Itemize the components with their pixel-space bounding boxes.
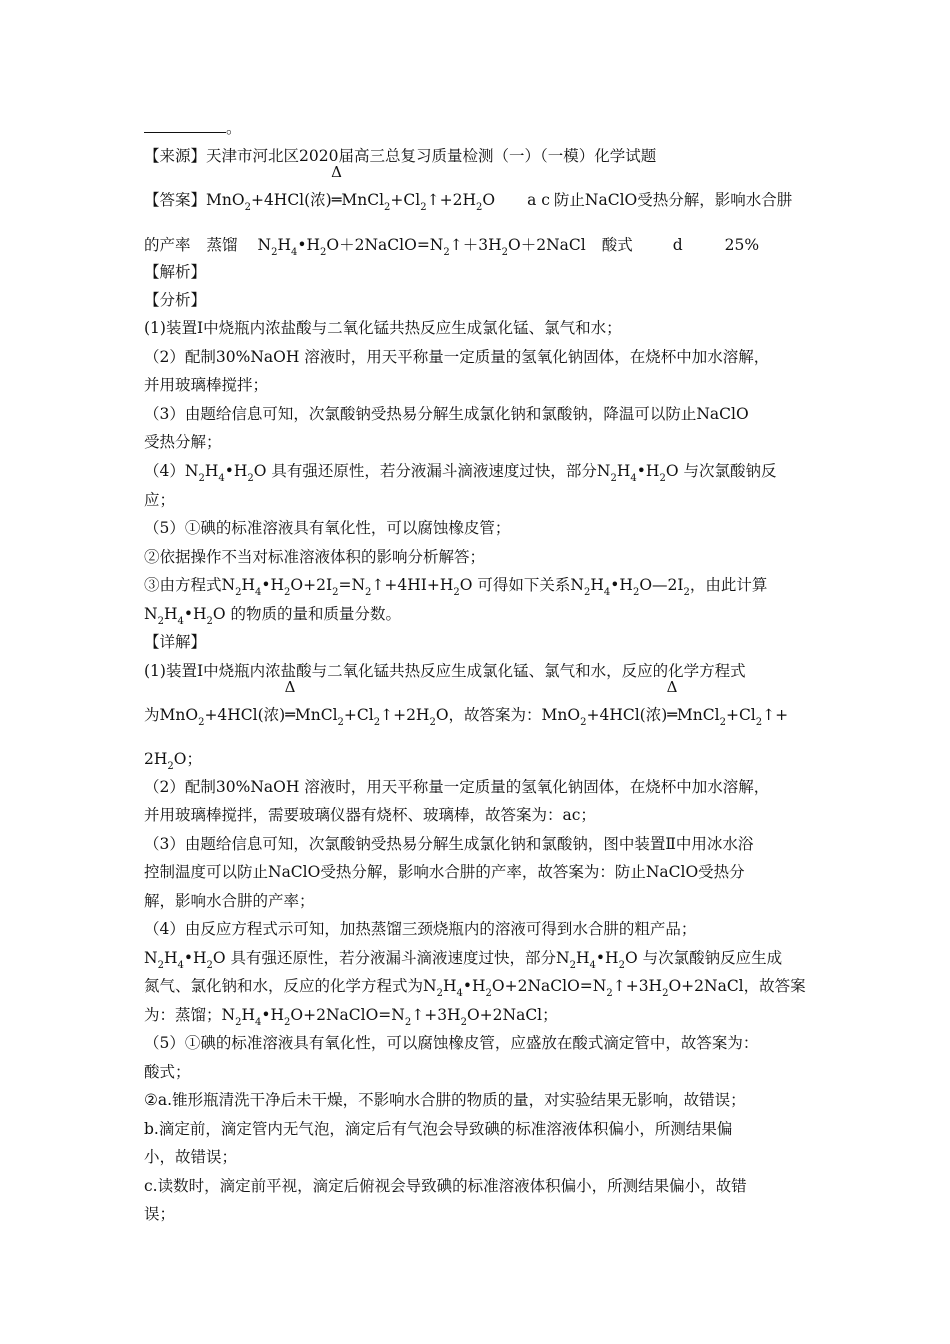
subscript: 2 [485, 988, 492, 999]
subscript: 2 [198, 717, 205, 728]
detail-line: (1)装置Ⅰ中烧瓶内浓盐酸与二氧化锰共热反应生成氯化锰、氯气和水，反应的化学方程式 [144, 662, 746, 680]
subscript: 2 [365, 587, 372, 598]
detail-line: 解，影响水合肼的产率； [144, 892, 315, 910]
text: 具有强还原性，若分液漏斗滴液速度过快，部分N [230, 949, 570, 967]
analysis-line: 应； [144, 491, 176, 509]
subscript: 4 [630, 473, 637, 484]
text: +2I [303, 576, 333, 594]
text: •H [183, 605, 207, 623]
subscript: 2 [320, 247, 327, 258]
formula-text: O＋2NaCl [508, 236, 586, 254]
detail-line [144, 678, 789, 728]
text: ↑+4HI+H [371, 576, 454, 594]
subscript: 2 [719, 717, 726, 728]
answer-reason: 防止NaClO受热分解，影响水合肼 [553, 191, 793, 209]
text: •H [595, 949, 619, 967]
text: ↑+ [762, 706, 789, 724]
equals-symbol: ═ [331, 190, 342, 209]
formula-text: +Cl [390, 191, 421, 209]
answer-label: 【答案】 [144, 191, 207, 209]
text: O [665, 462, 684, 480]
subscript: 2 [271, 247, 278, 258]
delta-symbol: Δ [331, 163, 342, 181]
fenxi-heading: 【分析】 [144, 291, 207, 309]
text: O+2NaClO=N [491, 977, 607, 995]
text: H [590, 576, 604, 594]
subscript: 2 [436, 988, 443, 999]
text: H [442, 977, 457, 995]
text: ↑+3H [612, 977, 663, 995]
subscript: 2 [157, 960, 164, 971]
xiangjie-heading: 【详解】 [144, 633, 207, 651]
analysis-line: 受热分解； [144, 433, 222, 451]
text: 2H [144, 750, 168, 768]
subscript: 4 [254, 587, 262, 598]
subscript: 2 [632, 587, 640, 598]
subscript: 2 [606, 988, 613, 999]
subscript: 4 [456, 988, 463, 999]
subscript: 2 [384, 202, 391, 213]
analysis-line [144, 461, 777, 484]
equals-symbol: ═ [667, 705, 677, 724]
subscript: 2 [157, 616, 164, 627]
text: H [241, 1006, 255, 1024]
formula-text: O [482, 191, 496, 209]
subscript: 2 [755, 717, 763, 728]
analysis-line: (1)装置Ⅰ中烧瓶内浓盐酸与二氧化锰共热反应生成氯化锰、氯气和水； [144, 319, 622, 337]
formula-text: H [277, 236, 291, 254]
text: H [241, 576, 255, 594]
detail-line [144, 749, 202, 772]
text: O+2NaCl，故答案 [668, 977, 806, 995]
text: •H [183, 949, 207, 967]
jiexi-heading: 【解析】 [144, 263, 207, 281]
text: +4HCl(浓) [586, 706, 668, 724]
subscript: 4 [589, 960, 596, 971]
fill-blank [144, 118, 226, 133]
subscript: 4 [177, 960, 184, 971]
formula-text: •H [297, 236, 321, 254]
subscript: 2 [580, 717, 587, 728]
text: 与次氯酸钠反应生成 [642, 949, 783, 967]
source-line: 【来源】天津市河北区2020届高三总复习质量检测（一）（一模）化学试题 [144, 147, 657, 165]
detail-line: c.读数时，滴定前平视，滴定后俯视会导致碘的标准溶液体积偏小，所测结果偏小，故错 [144, 1177, 747, 1195]
detail-line: （4）由反应方程式示可知，加热蒸馏三颈烧瓶内的溶液可得到水合肼的粗产品； [144, 920, 697, 938]
detail-line: （5）①碘的标准溶液具有氧化性，可以腐蚀橡皮管，应盛放在酸式滴定管中，故答案为： [144, 1034, 759, 1052]
subscript: 2 [404, 1017, 412, 1028]
heat-equals-sign [666, 678, 678, 725]
formula-text: N [257, 236, 272, 254]
detail-line [144, 976, 806, 999]
text: 氮气、氯化钠和水，反应的化学方程式为N [144, 977, 437, 995]
text: H [575, 949, 590, 967]
text: H [163, 605, 178, 623]
detail-line: 控制温度可以防止NaClO受热分解，影响水合肼的产率，故答案为：防止NaClO受热分 [144, 863, 745, 881]
analysis-line: （3）由题给信息可知，次氯酸钠受热易分解生成氯化钠和氯酸钠，降温可以防止NaClO [144, 405, 749, 423]
subscript: 2 [618, 960, 625, 971]
text: •H [261, 576, 285, 594]
formula-text: +4HCl(浓) [250, 191, 332, 209]
analysis-line: （5）①碘的标准溶液具有氧化性，可以腐蚀橡皮管； [144, 519, 511, 537]
text: 与次氯酸钠反 [683, 462, 777, 480]
subscript: 2 [235, 587, 242, 598]
text: •H [462, 977, 486, 995]
detail-line: b.滴定前，滴定管内无气泡，滴定后有气泡会导致碘的标准溶液体积偏小，所测结果偏 [144, 1120, 733, 1138]
detail-line: 并用玻璃棒搅拌，需要玻璃仪器有烧杯、玻璃棒，故答案为：ac； [144, 806, 596, 824]
answer-text: 蒸馏 [206, 236, 238, 254]
text: +4HCl(浓) [204, 706, 286, 724]
answer-line-1 [144, 163, 793, 213]
text: ③由方程式N [144, 576, 236, 594]
text: ↑+3H [411, 1006, 461, 1024]
subscript: 4 [218, 473, 225, 484]
text: N [144, 605, 158, 623]
subscript: 2 [167, 761, 174, 772]
subscript: 2 [373, 717, 381, 728]
formula-text: MnO [206, 191, 245, 209]
text: O+2NaCl； [466, 1006, 558, 1024]
text: ，由此计算 [689, 576, 768, 594]
detail-line: ②a.锥形瓶清洗干净后未干燥，不影响水合肼的物质的量，对实验结果无影响，故错误； [144, 1091, 746, 1109]
text: O [253, 462, 272, 480]
analysis-line: （2）配制30%NaOH 溶液时，用天平称量一定质量的氢氧化钠固体，在烧杯中加水溶解， [144, 348, 770, 366]
detail-line: 误； [144, 1205, 176, 1223]
analysis-line: ②依据操作不当对标准溶液体积的影响分析解答； [144, 548, 486, 566]
analysis-line [144, 604, 402, 627]
text: O [290, 576, 304, 594]
text: 具有强还原性，若分液漏斗滴液速度过快，部分N [271, 462, 611, 480]
subscript: 2 [583, 587, 591, 598]
answer-choice: a c [527, 191, 550, 209]
subscript: 2 [337, 717, 344, 728]
subscript: 2 [443, 247, 450, 258]
subscript: 4 [603, 587, 611, 598]
detail-line: 小，故错误； [144, 1148, 238, 1166]
detail-line: （2）配制30%NaOH 溶液时，用天平称量一定质量的氢氧化钠固体，在烧杯中加水溶解， [144, 778, 770, 796]
subscript: 2 [235, 1017, 242, 1028]
subscript: 2 [206, 616, 213, 627]
subscript: 2 [332, 587, 339, 598]
text: 为：蒸馏；N [144, 1006, 236, 1024]
subscript: 2 [569, 960, 576, 971]
subscript: 2 [659, 473, 666, 484]
text: =N [338, 576, 366, 594]
heat-equals-sign [331, 163, 342, 210]
delta-symbol: Δ [284, 678, 296, 696]
formula-text: O＋2NaClO=N [326, 236, 444, 254]
delta-symbol: Δ [666, 678, 678, 696]
subscript: 2 [683, 587, 690, 598]
text: O，故答案为：MnO [435, 706, 581, 724]
text: +Cl [725, 706, 756, 724]
equals-symbol: ═ [285, 705, 295, 724]
text: O 的物质的量和质量分数。 [212, 605, 402, 623]
subscript: 2 [662, 988, 669, 999]
text: O [624, 949, 643, 967]
subscript: 2 [460, 1017, 467, 1028]
subscript: 2 [284, 1017, 291, 1028]
text: MnCl [294, 706, 338, 724]
formula-text: ↑＋3H [449, 236, 502, 254]
text: O—2I [639, 576, 684, 594]
subscript: 2 [453, 587, 460, 598]
text: O 可得如下关系N [459, 576, 584, 594]
subscript: 4 [291, 247, 298, 258]
answer-text: d [672, 236, 683, 254]
detail-line [144, 948, 783, 971]
subscript: 2 [247, 473, 254, 484]
formula-text: ↑+2H [426, 191, 476, 209]
text: O+2NaClO=N [290, 1006, 405, 1024]
text: MnCl [676, 706, 720, 724]
text: （4）N [144, 462, 199, 480]
period: 。 [226, 119, 242, 137]
answer-text: 25% [724, 236, 760, 254]
text: •H [224, 462, 248, 480]
subscript: 2 [429, 717, 436, 728]
answer-line-2 [144, 235, 760, 258]
subscript: 2 [198, 473, 205, 484]
text: O [212, 949, 231, 967]
subscript: 4 [254, 1017, 262, 1028]
formula-text: MnCl [341, 191, 385, 209]
text: +Cl [343, 706, 374, 724]
subscript: 2 [206, 960, 213, 971]
text: H [163, 949, 178, 967]
detail-line: （3）由题给信息可知，次氯酸钠受热易分解生成氯化钠和氯酸钠，图中装置Ⅱ中用冰水浴 [144, 835, 754, 853]
answer-text: 的产率 [144, 236, 191, 254]
detail-line [144, 1005, 558, 1028]
analysis-line [144, 575, 768, 598]
text: N [144, 949, 158, 967]
analysis-line: 并用玻璃棒搅拌； [144, 376, 269, 394]
text: H [204, 462, 219, 480]
subscript: 2 [284, 587, 291, 598]
subscript: 2 [244, 202, 251, 213]
text: •H [636, 462, 660, 480]
text: •H [610, 576, 633, 594]
subscript: 2 [501, 247, 508, 258]
answer-text: 酸式 [601, 236, 633, 254]
subscript: 2 [610, 473, 617, 484]
answer-blank-line [144, 118, 242, 138]
text: •H [261, 1006, 285, 1024]
subscript: 2 [420, 202, 427, 213]
detail-line: 酸式； [144, 1063, 191, 1081]
text: ↑+2H [380, 706, 430, 724]
heat-equals-sign [284, 678, 296, 725]
text: H [616, 462, 631, 480]
text: O； [173, 750, 202, 768]
text: 为MnO [144, 706, 199, 724]
subscript: 4 [177, 616, 184, 627]
subscript: 2 [475, 202, 483, 213]
